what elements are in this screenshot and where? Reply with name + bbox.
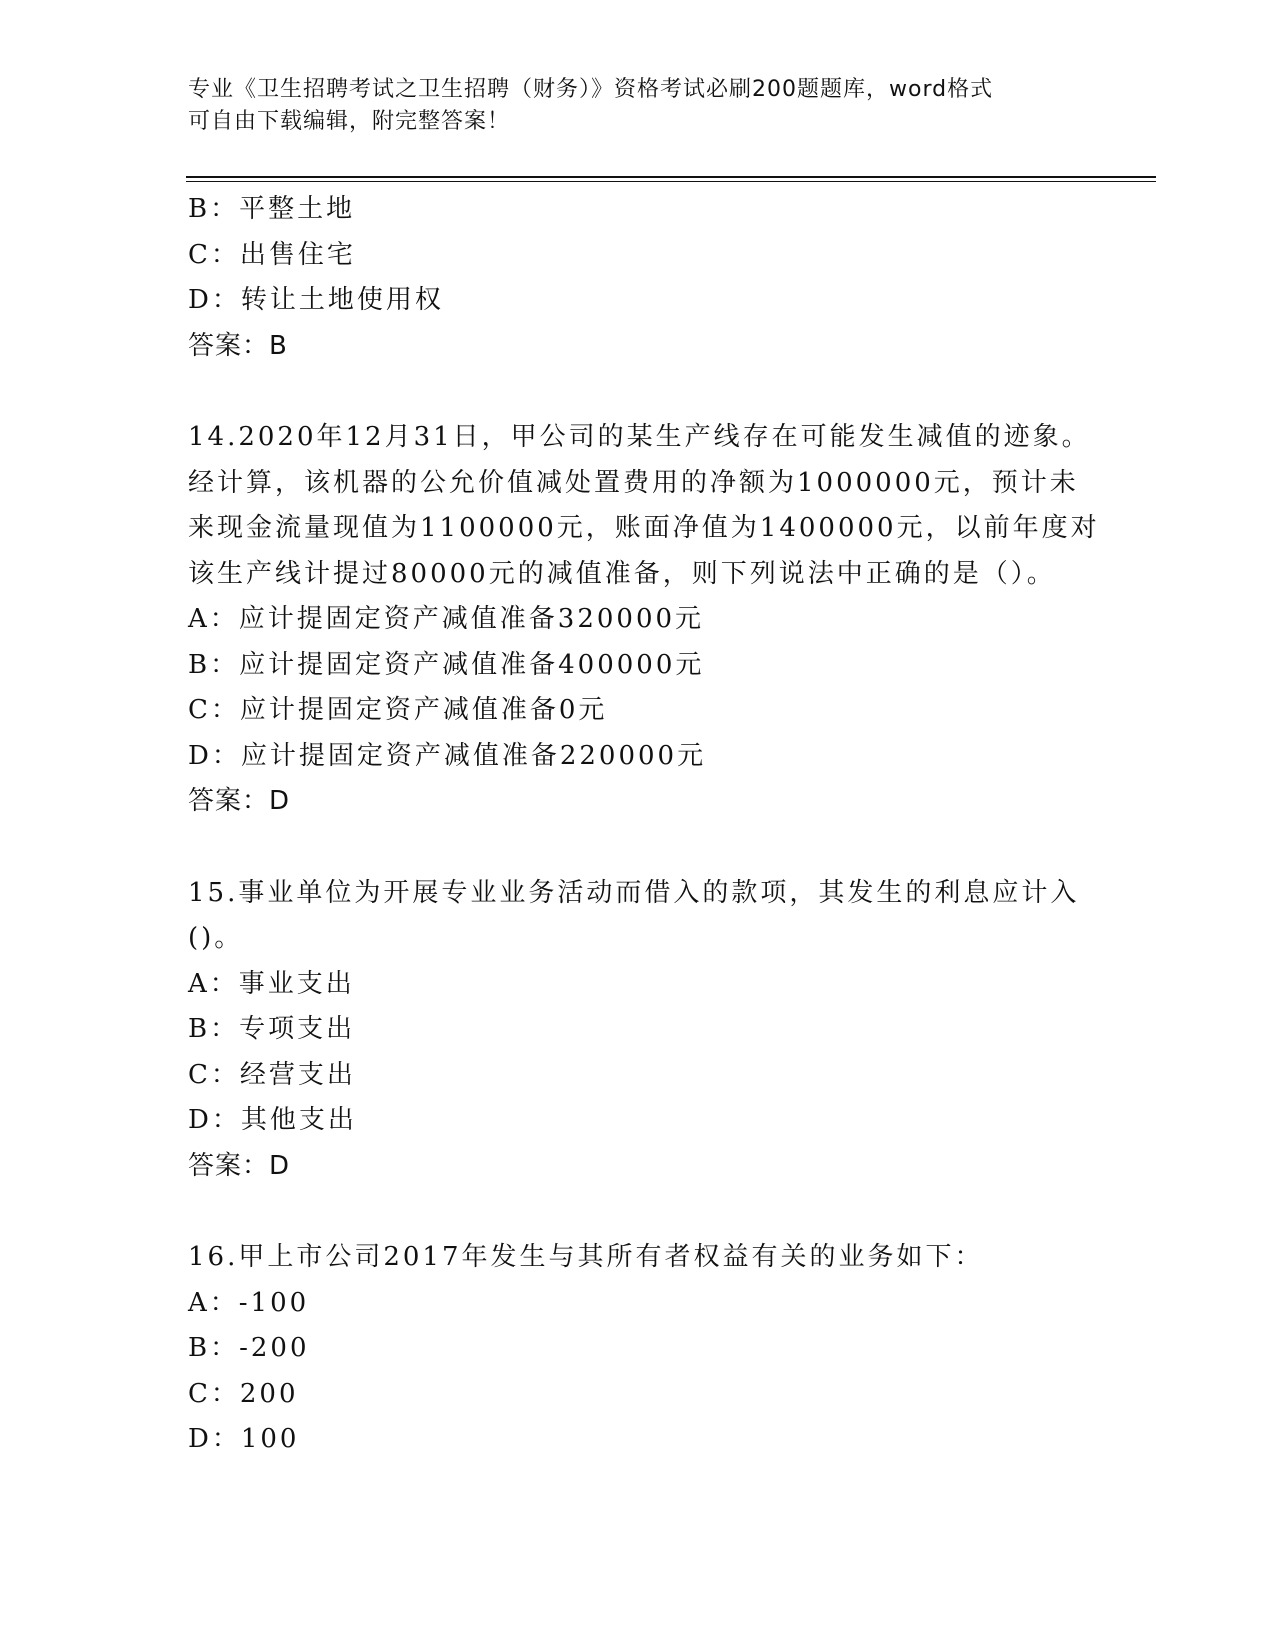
question-stem-line: 经计算，该机器的公允价值减处置费用的净额为1000000元，预计未 [188, 467, 1079, 498]
answer: 答案：D [188, 1150, 291, 1181]
spacer [188, 1189, 1088, 1235]
option-d: D：转让土地使用权 [188, 285, 444, 315]
spacer [188, 825, 1088, 871]
option-c: C：应计提固定资产减值准备0元 [188, 695, 608, 725]
header-line-2: 可自由下载编辑，附完整答案！ [188, 109, 511, 134]
answer: 答案：B [188, 330, 288, 361]
question-stem-line: 14.2020年12月31日，甲公司的某生产线存在可能发生减值的迹象。 [188, 422, 1091, 452]
option-b: B：专项支出 [188, 1014, 356, 1044]
option-a: A：应计提固定资产减值准备320000元 [188, 604, 705, 634]
answer: 答案：D [188, 786, 291, 816]
question-stem-line: ()。 [188, 923, 244, 953]
option-d: D：其他支出 [188, 1105, 357, 1135]
question-content [188, 187, 1100, 1463]
question-stem-line: 来现金流量现值为1100000元，账面净值为1400000元，以前年度对 [188, 513, 1100, 543]
option-a: A：事业支出 [188, 968, 355, 999]
question-16 [188, 1235, 1088, 1463]
option-b: B：平整土地 [188, 194, 356, 224]
option-d: D：应计提固定资产减值准备220000元 [188, 740, 707, 771]
question-stem-line: 该生产线计提过80000元的减值准备，则下列说法中正确的是（）。 [188, 558, 1056, 589]
question-13 [188, 187, 1088, 369]
page-header [188, 74, 1088, 138]
question-stem-line: 16.甲上市公司2017年发生与其所有者权益有关的业务如下： [188, 1242, 984, 1272]
option-b: B：应计提固定资产减值准备400000元 [188, 649, 705, 680]
spacer [188, 369, 1088, 415]
header-line-1: 专业《卫生招聘考试之卫生招聘（财务）》资格考试必刷200题题库，word格式 [188, 77, 994, 102]
header-rule [186, 176, 1156, 178]
option-a: A：-100 [188, 1287, 310, 1318]
option-c: C：出售住宅 [188, 239, 356, 270]
header-rule-thin [186, 181, 1156, 182]
question-stem-line: 15.事业单位为开展专业业务活动而借入的款项，其发生的利息应计入 [188, 877, 1080, 908]
option-c: C：200 [188, 1378, 299, 1409]
question-14 [188, 415, 1100, 825]
question-15 [188, 871, 1088, 1190]
option-c: C：经营支出 [188, 1059, 356, 1090]
option-d: D：100 [188, 1424, 300, 1454]
option-b: B：-200 [188, 1333, 310, 1363]
